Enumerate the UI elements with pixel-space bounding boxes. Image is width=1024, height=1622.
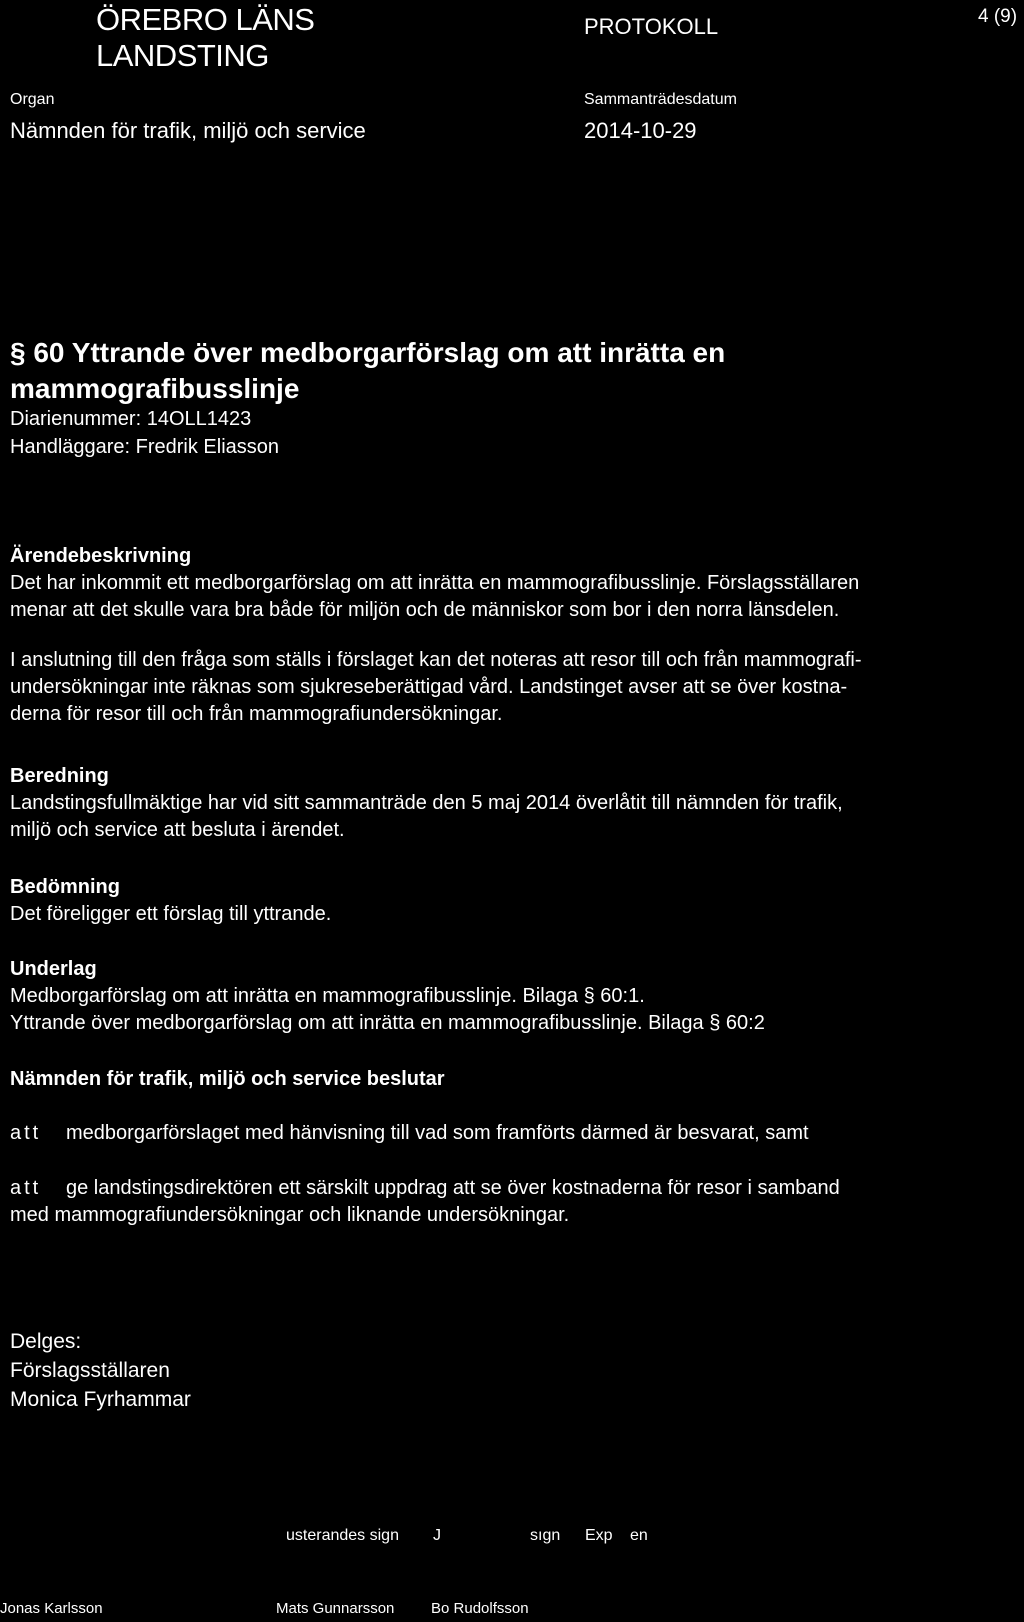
date-label: Sammanträdesdatum: [584, 91, 737, 108]
footer-name: Bo Rudolfsson: [431, 1600, 529, 1617]
org-name-line1: ÖREBRO LÄNS: [96, 2, 315, 37]
att-label: att: [10, 1122, 42, 1144]
org-name-line2: LANDSTING: [96, 38, 269, 73]
att-label: att: [10, 1177, 42, 1199]
justerandes-sign-label: usterandes sign: [286, 1527, 399, 1544]
section-underlag: [10, 955, 1020, 1037]
organ-value: Nämnden för trafik, miljö och service: [10, 118, 366, 143]
paragraph-line: Landstingsfullmäktige har vid sitt sammanträde den 5 maj 2014 överlåtit till nämnden för trafik,: [10, 792, 843, 814]
section-beredning: [10, 762, 1020, 844]
beslut-item-text: ge landstingsdirektören ett särskilt uppdrag att se över kostnaderna för resor i samband: [66, 1177, 840, 1199]
paragraph-line: Det har inkommit ett medborgarförslag om att inrätta en mammografibusslinje. Förslagsställaren: [10, 572, 860, 594]
paragraph-line: miljö och service att besluta i ärendet.: [10, 819, 345, 841]
section-heading: Beredning: [10, 765, 109, 787]
org-name: [96, 2, 314, 74]
beslut-item-1: [10, 1120, 1020, 1147]
sign-label: sıgn: [530, 1527, 561, 1544]
delges-recipient: Förslagsställaren: [10, 1359, 170, 1382]
delges-block: [10, 1327, 1020, 1414]
beslut-item-text: med mammografiundersökningar och liknande undersökningar.: [10, 1204, 570, 1226]
page-number: 4 (9): [978, 6, 1018, 27]
paragraph-line: undersökningar inte räknas som sjukreseberättigad vård. Landstinget avser att se över kostna-: [10, 676, 848, 698]
paragraph-line: I anslutning till den fråga som ställs i förslaget kan det noteras att resor till och från mammografi-: [10, 649, 862, 671]
expedierat-suffix: en: [630, 1527, 648, 1544]
page-title: [10, 335, 725, 407]
organ-label: Organ: [10, 91, 55, 108]
document-type: PROTOKOLL: [584, 14, 719, 39]
beslut-item-text: medborgarförslaget med hänvisning till vad som framförts därmed är besvarat, samt: [66, 1122, 809, 1144]
arendebeskrivning-paragraph-2: [10, 647, 1020, 728]
delges-recipient: Monica Fyrhammar: [10, 1388, 191, 1411]
paragraph-line: Medborgarförslag om att inrätta en mammografibusslinje. Bilaga § 60:1.: [10, 985, 645, 1007]
footer-name: Mats Gunnarsson: [276, 1600, 395, 1617]
signature-mark: J: [433, 1527, 441, 1544]
handlaggare: Handläggare: Fredrik Eliasson: [10, 436, 280, 458]
section-bedomning: [10, 873, 1020, 928]
section-beslut: [10, 1065, 1020, 1093]
section-heading: Ärendebeskrivning: [10, 545, 192, 567]
paragraph-line: derna för resor till och från mammografiundersökningar.: [10, 703, 503, 725]
diarienummer: Diarienummer: 14OLL1423: [10, 408, 252, 430]
section-heading: Bedömning: [10, 876, 120, 898]
expedierat-label: Exp: [585, 1527, 613, 1544]
paragraph-line: menar att det skulle vara bra både för miljön och de människor som bor i den norra länsdelen.: [10, 599, 840, 621]
delges-label: Delges:: [10, 1330, 82, 1353]
date-value: 2014-10-29: [584, 118, 697, 143]
section-arendebeskrivning: [10, 542, 1020, 624]
section-heading: Underlag: [10, 958, 97, 980]
paragraph-line: Det föreligger ett förslag till yttrande.: [10, 903, 332, 925]
beslut-item-2: [10, 1175, 1020, 1229]
footer-name: Jonas Karlsson: [0, 1600, 103, 1617]
section-heading: Nämnden för trafik, miljö och service beslutar: [10, 1068, 445, 1090]
paragraph-line: Yttrande över medborgarförslag om att inrätta en mammografibusslinje. Bilaga § 60:2: [10, 1012, 765, 1034]
title-line1: § 60 Yttrande över medborgarförslag om att inrätta en: [10, 337, 726, 368]
title-line2: mammografibusslinje: [10, 373, 300, 404]
